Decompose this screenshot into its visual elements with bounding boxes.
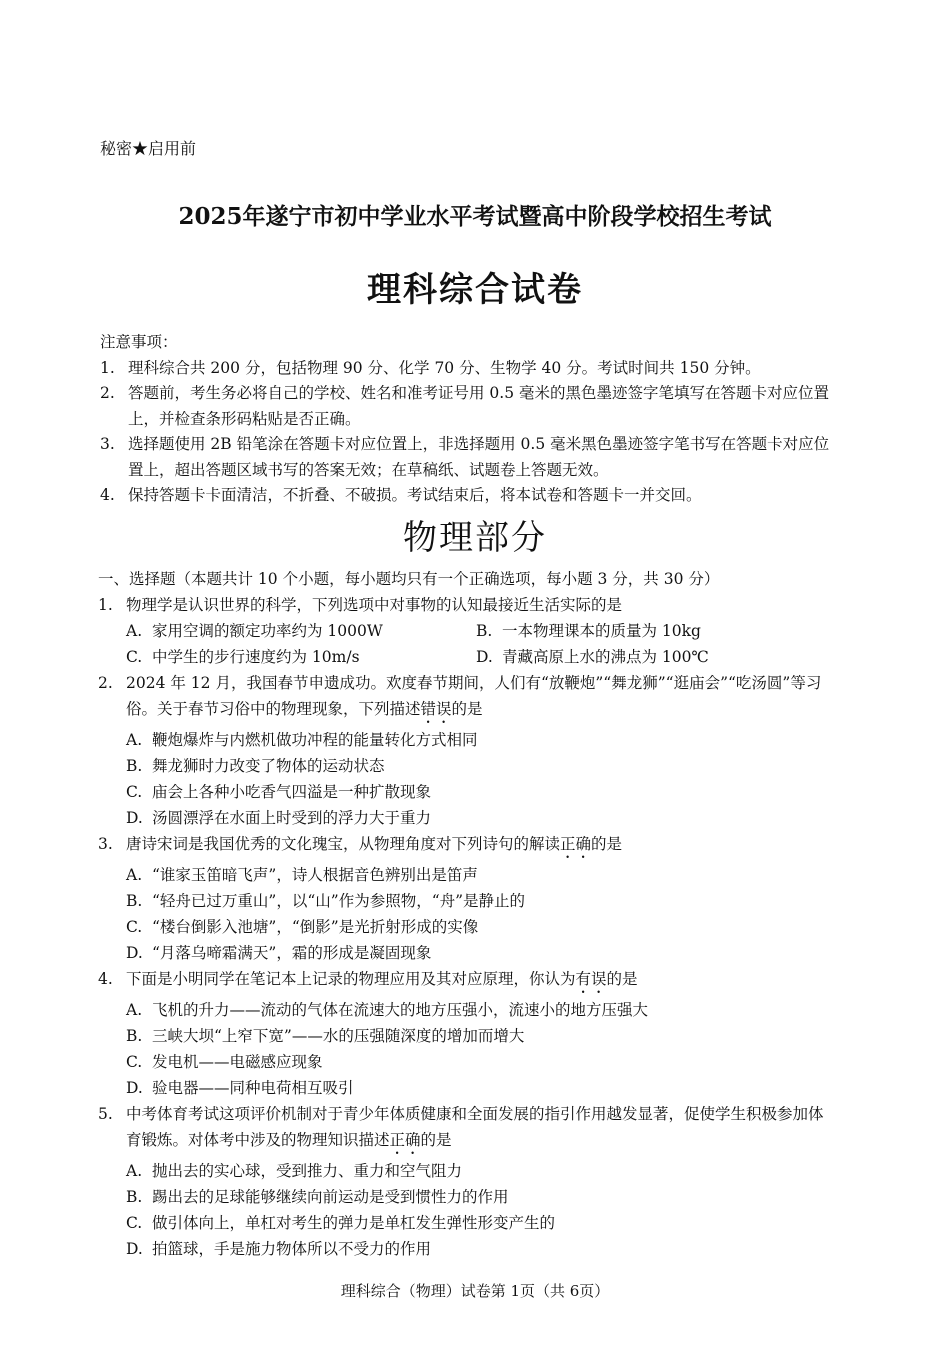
option-text: 踢出去的足球能够继续向前运动是受到惯性力的作用 xyxy=(152,1188,509,1206)
notice-item-number: 4. xyxy=(100,486,115,504)
question-stem: 物理学是认识世界的科学，下列选项中对事物的认知最接近生活实际的是 xyxy=(126,596,623,614)
option-c xyxy=(126,1210,833,1236)
exam-title: 2025年遂宁市初中学业水平考试暨高中阶段学校招生考试 xyxy=(178,203,772,230)
stem-text: 下面是小明同学在笔记本上记录的物理应用及其对应原理，你认为 xyxy=(126,970,576,988)
option-text: “楼台倒影入池塘”，“倒影”是光折射形成的实像 xyxy=(152,918,479,936)
option-a xyxy=(126,1158,833,1184)
option-d xyxy=(126,805,833,831)
question xyxy=(98,592,833,670)
option-text: 汤圆漂浮在水面上时受到的浮力大于重力 xyxy=(152,809,432,827)
stem-emphasis: 错误 xyxy=(420,700,452,718)
option-b xyxy=(126,1023,833,1049)
paper-title: 理科综合试卷 xyxy=(367,270,583,310)
option-label: C. xyxy=(126,1053,143,1071)
options-list xyxy=(126,997,833,1101)
option-label: D. xyxy=(126,1079,143,1097)
question-number: 4. xyxy=(98,970,113,988)
option-b xyxy=(126,753,833,779)
option-text: 中学生的步行速度约为 10m/s xyxy=(152,648,360,666)
stem-text: 中考体育考试这项评价机制对于青少年体质健康和全面发展的指引作用越发显著，促使学生积极参加体育锻炼。对体考中涉及的物理知识描述 xyxy=(126,1105,824,1149)
option-a xyxy=(126,618,476,644)
option-text: 家用空调的额定功率约为 1000W xyxy=(152,622,383,640)
notice-item-text: 理科综合共 200 分，包括物理 90 分、化学 70 分、生物学 40 分。考试时间共 150 分钟。 xyxy=(128,358,761,377)
question-number: 5. xyxy=(98,1105,113,1123)
option-label: A. xyxy=(126,1162,143,1180)
option-label: D. xyxy=(126,944,143,962)
stem-text: 唐诗宋词是我国优秀的文化瑰宝，从物理角度对下列诗句的解读 xyxy=(126,835,561,853)
part-heading: 一、选择题（本题共计 10 个小题，每小题均只有一个正确选项，每小题 3 分，共 30 分） xyxy=(98,570,720,588)
question xyxy=(98,670,833,831)
option-c xyxy=(126,644,476,670)
option-text: 抛出去的实心球，受到推力、重力和空气阻力 xyxy=(152,1162,463,1180)
page-footer: 理科综合（物理）试卷第 1页（共 6页） xyxy=(340,1282,610,1300)
option-label: A. xyxy=(126,866,143,884)
option-text: 发电机——电磁感应现象 xyxy=(152,1053,323,1071)
question xyxy=(98,966,833,1101)
notice-item-number: 3. xyxy=(100,435,115,453)
question-number: 2. xyxy=(98,674,113,692)
option-label: D. xyxy=(126,1240,143,1258)
questions-block xyxy=(98,566,833,1262)
notice-heading: 注意事项： xyxy=(100,333,178,351)
secret-label: 秘密★启用前 xyxy=(100,139,197,158)
notice-block xyxy=(100,330,830,509)
options-list xyxy=(126,862,833,966)
option-text: 飞机的升力——流动的气体在流速大的地方压强小，流速小的地方压强大 xyxy=(152,1001,649,1019)
option-b xyxy=(126,1184,833,1210)
notice-item xyxy=(100,432,830,483)
option-label: B. xyxy=(476,622,493,640)
notice-item-text: 保持答题卡卡面清洁，不折叠、不破损。考试结束后，将本试卷和答题卡一并交回。 xyxy=(128,486,702,504)
section-title: 物理部分 xyxy=(403,518,547,558)
option-d xyxy=(476,644,826,670)
option-label: B. xyxy=(126,1027,143,1045)
option-label: D. xyxy=(126,809,143,827)
notice-item xyxy=(100,356,830,382)
option-label: B. xyxy=(126,892,143,910)
option-text: 舞龙狮时力改变了物体的运动状态 xyxy=(152,757,385,775)
notice-item-text: 选择题使用 2B 铅笔涂在答题卡对应位置上，非选择题用 0.5 毫米黑色墨迹签字笔书写在答题卡对应位置上，超出答题区域书写的答案无效；在草稿纸、试题卷上答题无效。 xyxy=(128,435,830,479)
stem-emphasis: 正确 xyxy=(389,1131,421,1149)
option-label: A. xyxy=(126,731,143,749)
option-label: C. xyxy=(126,783,143,801)
option-label: C. xyxy=(126,918,143,936)
stem-text: 2024 年 12 月，我国春节申遗成功。欢度春节期间，人们有“放鞭炮”“舞龙狮”“逛庙会”“吃汤圆”等习俗。关于春节习俗中的物理现象，下列描述 xyxy=(126,674,822,718)
option-text: 庙会上各种小吃香气四溢是一种扩散现象 xyxy=(152,783,432,801)
notice-item xyxy=(100,381,830,432)
option-c xyxy=(126,1049,833,1075)
question-stem xyxy=(126,1101,833,1158)
notice-item-text: 答题前，考生务必将自己的学校、姓名和准考证号用 0.5 毫米的黑色墨迹签字笔填写在答题卡对应位置上，并检查条形码粘贴是否正确。 xyxy=(128,384,830,428)
question xyxy=(98,831,833,966)
option-text: “月落乌啼霜满天”，霜的形成是凝固现象 xyxy=(152,944,432,962)
notice-item-number: 1. xyxy=(100,358,115,377)
question-stem xyxy=(126,966,833,997)
option-c xyxy=(126,779,833,805)
option-text: 一本物理课本的质量为 10kg xyxy=(502,622,701,640)
option-b xyxy=(476,618,826,644)
option-a xyxy=(126,862,833,888)
stem-emphasis: 正确 xyxy=(560,835,592,853)
option-text: 三峡大坝“上窄下宽”——水的压强随深度的增加而增大 xyxy=(152,1027,525,1045)
option-label: A. xyxy=(126,1001,143,1019)
option-a xyxy=(126,997,833,1023)
notice-item xyxy=(100,483,830,509)
option-text: “谁家玉笛暗飞声”，诗人根据音色辨别出是笛声 xyxy=(152,866,478,884)
option-label: D. xyxy=(476,648,493,666)
question-stem xyxy=(126,670,833,727)
stem-text: 的是 xyxy=(606,970,638,988)
question-number: 3. xyxy=(98,835,113,853)
option-text: 青藏高原上水的沸点为 100℃ xyxy=(502,648,709,666)
option-text: “轻舟已过万重山”，以“山”作为参照物，“舟”是静止的 xyxy=(152,892,526,910)
stem-text: 的是 xyxy=(451,700,483,718)
stem-text: 的是 xyxy=(591,835,623,853)
option-label: C. xyxy=(126,648,143,666)
options-list xyxy=(126,727,833,831)
option-text: 拍篮球，手是施力物体所以不受力的作用 xyxy=(152,1240,432,1258)
question-stem xyxy=(126,831,833,862)
option-text: 验电器——同种电荷相互吸引 xyxy=(152,1079,354,1097)
option-text: 鞭炮爆炸与内燃机做功冲程的能量转化方式相同 xyxy=(152,731,478,749)
option-text: 做引体向上，单杠对考生的弹力是单杠发生弹性形变产生的 xyxy=(152,1214,556,1232)
options-grid xyxy=(126,618,833,670)
option-label: C. xyxy=(126,1214,143,1232)
notice-item-number: 2. xyxy=(100,384,115,402)
options-list xyxy=(126,1158,833,1262)
question-number: 1. xyxy=(98,596,113,614)
option-label: B. xyxy=(126,757,143,775)
stem-text: 的是 xyxy=(420,1131,452,1149)
option-a xyxy=(126,727,833,753)
option-b xyxy=(126,888,833,914)
stem-emphasis: 有误 xyxy=(575,970,607,988)
option-label: A. xyxy=(126,622,143,640)
option-d xyxy=(126,1236,833,1262)
option-d xyxy=(126,1075,833,1101)
option-label: B. xyxy=(126,1188,143,1206)
question xyxy=(98,1101,833,1262)
option-d xyxy=(126,940,833,966)
option-c xyxy=(126,914,833,940)
